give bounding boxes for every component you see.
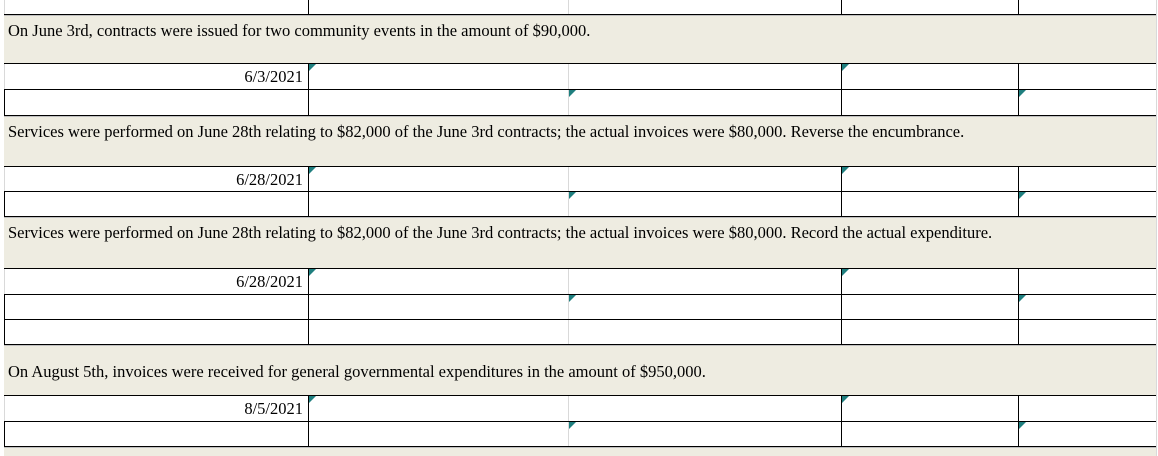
- comment-marker-icon: [309, 64, 316, 71]
- account-cell-4-debit-row[interactable]: [309, 396, 568, 420]
- comment-marker-icon: [842, 269, 849, 276]
- entry-date-2: 6/28/2021: [236, 170, 303, 189]
- comment-marker-icon: [569, 192, 576, 199]
- entry-date-4: 8/5/2021: [244, 399, 303, 418]
- comment-marker-icon: [569, 295, 576, 302]
- comment-marker-icon: [842, 396, 849, 403]
- entry-description-4: On August 5th, invoices were received for general governmental expenditures in the amount of $950,000.: [4, 345, 1156, 395]
- account-cell-2-credit-row[interactable]: [569, 192, 841, 216]
- credit-cell-2[interactable]: [1019, 192, 1156, 216]
- comment-marker-icon: [842, 167, 849, 174]
- comment-marker-icon: [309, 269, 316, 276]
- debit-cell-3[interactable]: [842, 269, 1018, 293]
- debit-cell-2[interactable]: [842, 167, 1018, 191]
- entry-date-3: 6/28/2021: [236, 272, 303, 291]
- credit-cell-3[interactable]: [1019, 295, 1156, 319]
- account-cell-2-debit-row[interactable]: [309, 167, 568, 191]
- comment-marker-icon: [309, 167, 316, 174]
- entry-description-2: Services were performed on June 28th relating to $82,000 of the June 3rd contracts; the actual invoices were $80,000. Reverse the encumbrance.: [4, 116, 1156, 166]
- entry-description-3: Services were performed on June 28th relating to $82,000 of the June 3rd contracts; the actual invoices were $80,000. Record the actual expenditure.: [4, 217, 1156, 268]
- comment-marker-icon: [842, 64, 849, 71]
- debit-cell-4[interactable]: [842, 396, 1018, 420]
- account-cell-1-credit-row[interactable]: [569, 90, 841, 114]
- credit-cell-4[interactable]: [1019, 422, 1156, 446]
- account-cell-4-credit-row[interactable]: [569, 422, 841, 446]
- account-cell-1-debit-row[interactable]: [309, 64, 568, 88]
- debit-cell-1[interactable]: [842, 64, 1018, 88]
- entry-description-1: On June 3rd, contracts were issued for two community events in the amount of $90,000.: [4, 15, 1156, 63]
- next-entry-band: [4, 447, 1156, 456]
- comment-marker-icon: [1019, 192, 1026, 199]
- credit-cell-1[interactable]: [1019, 90, 1156, 114]
- entry-date-1: 6/3/2021: [244, 67, 303, 86]
- comment-marker-icon: [1019, 422, 1026, 429]
- account-cell-3-credit-row[interactable]: [569, 295, 841, 319]
- comment-marker-icon: [1019, 90, 1026, 97]
- comment-marker-icon: [569, 422, 576, 429]
- comment-marker-icon: [1019, 295, 1026, 302]
- account-cell-3-debit-row[interactable]: [309, 269, 568, 293]
- comment-marker-icon: [309, 396, 316, 403]
- comment-marker-icon: [569, 90, 576, 97]
